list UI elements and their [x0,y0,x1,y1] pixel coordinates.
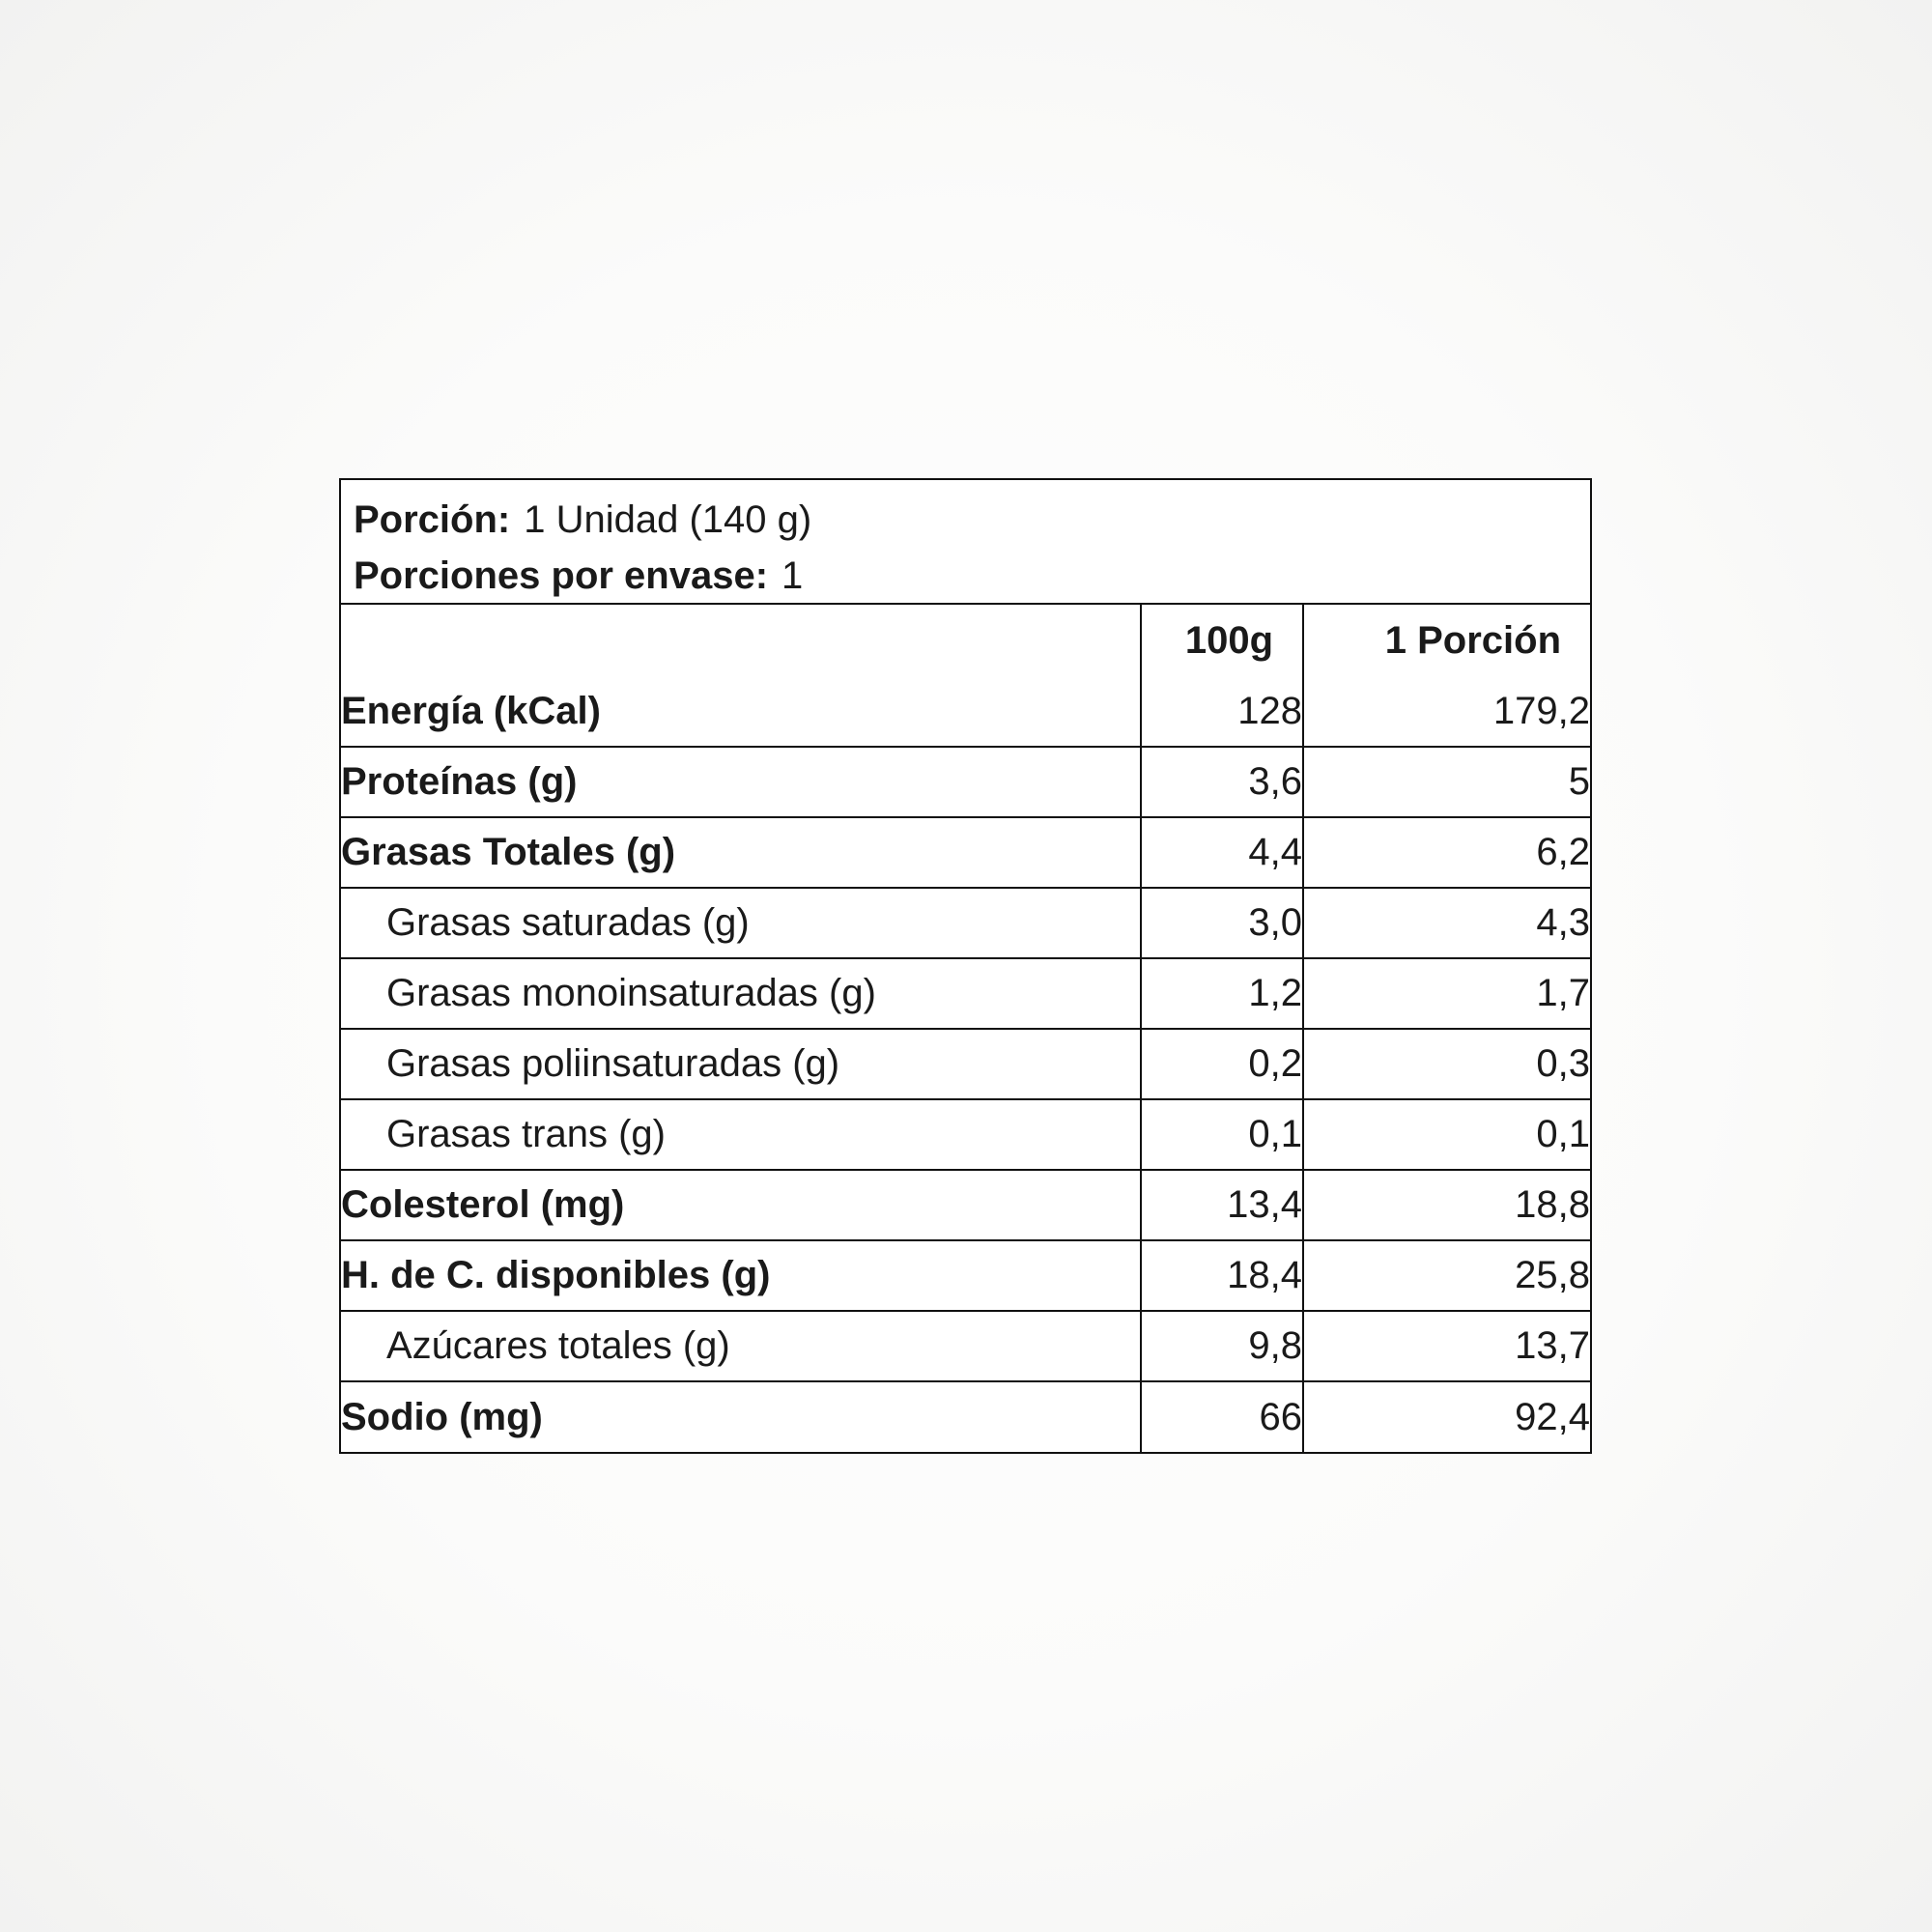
table-header-row [341,605,1590,676]
value-per-100g: 0,2 [1141,1029,1303,1099]
value-per-portion: 92,4 [1303,1381,1590,1452]
nutrient-name: Proteínas (g) [341,747,1141,817]
servings-per-container-label: Porciones por envase: [354,554,769,597]
serving-info [341,480,1590,605]
table-row [341,1240,1590,1311]
value-per-portion: 0,1 [1303,1099,1590,1170]
nutrient-name: Colesterol (mg) [341,1170,1141,1240]
value-per-portion: 5 [1303,747,1590,817]
value-per-portion: 25,8 [1303,1240,1590,1311]
value-per-100g: 9,8 [1141,1311,1303,1381]
value-per-portion: 4,3 [1303,888,1590,958]
value-per-portion: 13,7 [1303,1311,1590,1381]
table-row [341,1029,1590,1099]
value-per-100g: 1,2 [1141,958,1303,1029]
table-row [341,888,1590,958]
nutrient-name: Grasas saturadas (g) [341,888,1141,958]
nutrient-name: Grasas monoinsaturadas (g) [341,958,1141,1029]
nutrition-table [341,605,1590,1452]
value-per-100g: 66 [1141,1381,1303,1452]
nutrient-name: Azúcares totales (g) [341,1311,1141,1381]
value-per-100g: 128 [1141,676,1303,747]
value-per-100g: 0,1 [1141,1099,1303,1170]
table-row [341,676,1590,747]
header-per-portion: 1 Porción [1303,605,1590,676]
portion-value: 1 Unidad (140 g) [524,498,812,541]
value-per-portion: 1,7 [1303,958,1590,1029]
table-row [341,1170,1590,1240]
nutrient-name: Energía (kCal) [341,676,1141,747]
table-row [341,1099,1590,1170]
table-row [341,817,1590,888]
value-per-portion: 0,3 [1303,1029,1590,1099]
table-row [341,1381,1590,1452]
servings-per-container-line [354,548,1578,604]
value-per-100g: 13,4 [1141,1170,1303,1240]
nutrient-name: Grasas poliinsaturadas (g) [341,1029,1141,1099]
table-row [341,1311,1590,1381]
header-per-100g: 100g [1141,605,1303,676]
portion-line [354,492,1578,548]
table-row [341,958,1590,1029]
value-per-portion: 6,2 [1303,817,1590,888]
value-per-100g: 4,4 [1141,817,1303,888]
table-row [341,747,1590,817]
value-per-portion: 18,8 [1303,1170,1590,1240]
servings-per-container-value: 1 [781,554,804,597]
header-nutrient [341,605,1141,676]
value-per-100g: 3,6 [1141,747,1303,817]
value-per-portion: 179,2 [1303,676,1590,747]
nutrient-name: H. de C. disponibles (g) [341,1240,1141,1311]
nutrient-name: Grasas trans (g) [341,1099,1141,1170]
value-per-100g: 18,4 [1141,1240,1303,1311]
nutrition-facts-panel [339,478,1592,1454]
value-per-100g: 3,0 [1141,888,1303,958]
portion-label: Porción: [354,498,511,541]
nutrient-name: Grasas Totales (g) [341,817,1141,888]
nutrient-name: Sodio (mg) [341,1381,1141,1452]
